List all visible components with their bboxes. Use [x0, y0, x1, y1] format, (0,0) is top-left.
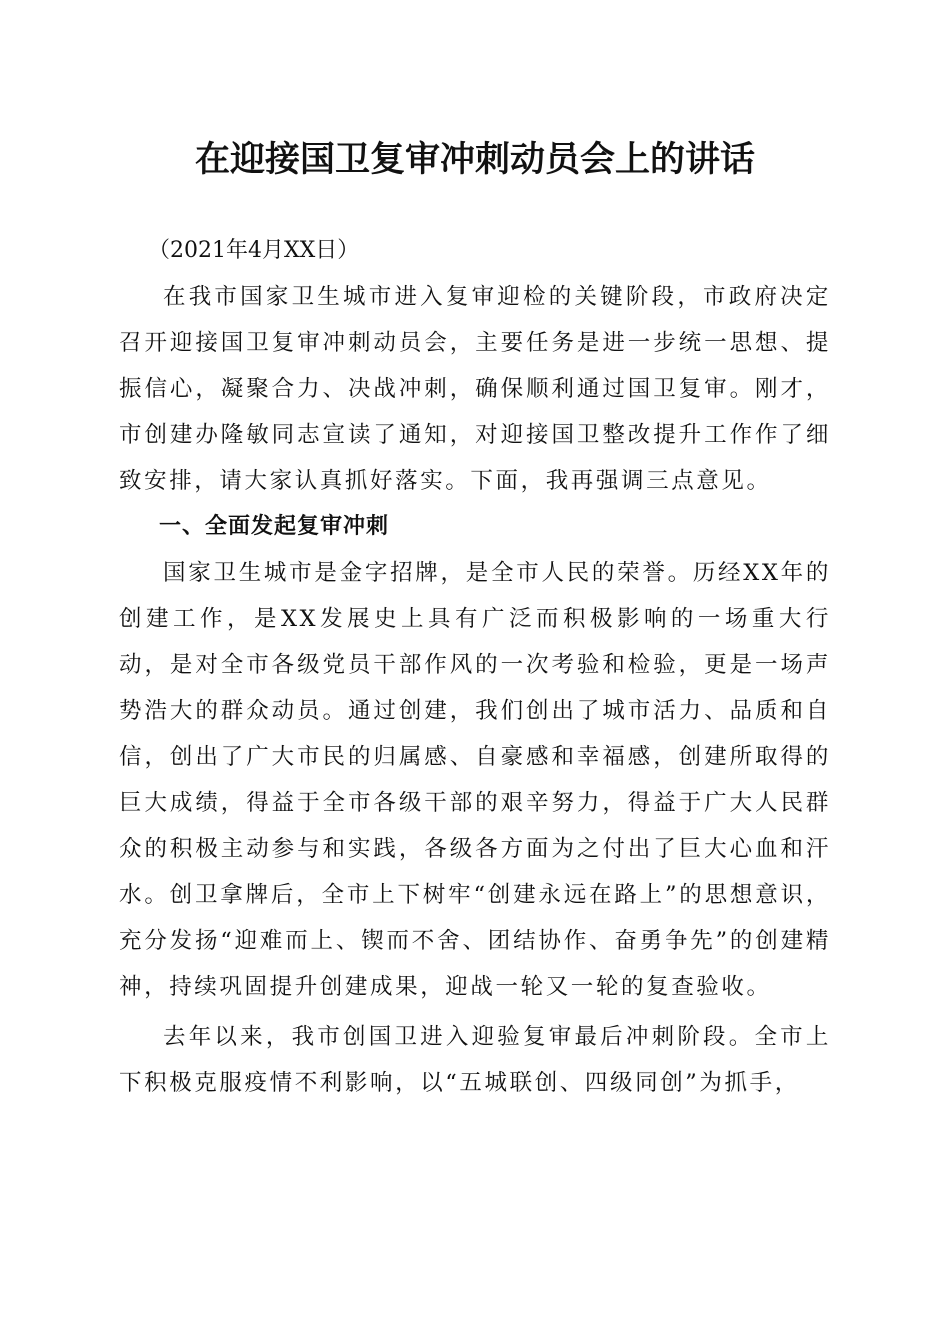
document-date: （2021年4月XX日）: [148, 238, 360, 263]
section-heading: 一、全面发起复审冲刺: [159, 514, 390, 539]
intro-paragraph: 在我市国家卫生城市进入复审迎检的关键阶段，市政府决定召开迎接国卫复审冲刺动员会，主要任务是进一步统一思想、提振信心，凝聚合力、决战冲刺，确保顺利通过国卫复审。刚才，市创建办隆敏同志宣读了通知，对迎接国卫整改提升工作作了细致安排，请大家认真抓好落实。下面，我再强调三点意见。: [119, 284, 831, 494]
document-title: 在迎接国卫复审冲刺动员会上的讲话: [194, 139, 755, 180]
section-paragraph: 国家卫生城市是金字招牌，是全市人民的荣誉。历经XX年的创建工作，是XX发展史上具有广泛而积极影响的一场重大行动，是对全市各级党员干部作风的一次考验和检验，更是一场声势浩大的群众动员。通过创建，我们创出了城市活力、品质和自信，创出了广大市民的归属感、自豪感和幸福感，创建所取得的巨大成绩，得益于全市各级干部的艰辛努力，得益于广大人民群众的积极主动参与和实践，各级各方面为之付出了巨大心血和汗水。创卫拿牌后，全市上下树牢“创建永远在路上”的思想意识，充分发扬“迎难而上、锲而不舍、团结协作、奋勇争先”的创建精神，持续巩固提升创建成果，迎战一轮又一轮的复查验收。: [119, 560, 831, 1000]
section-paragraph: 去年以来，我市创国卫进入迎验复审最后冲刺阶段。全市上下积极克服疫情不利影响，以“五城联创、四级同创”为抓手，: [119, 1024, 831, 1096]
document-body: [119, 228, 831, 1106]
